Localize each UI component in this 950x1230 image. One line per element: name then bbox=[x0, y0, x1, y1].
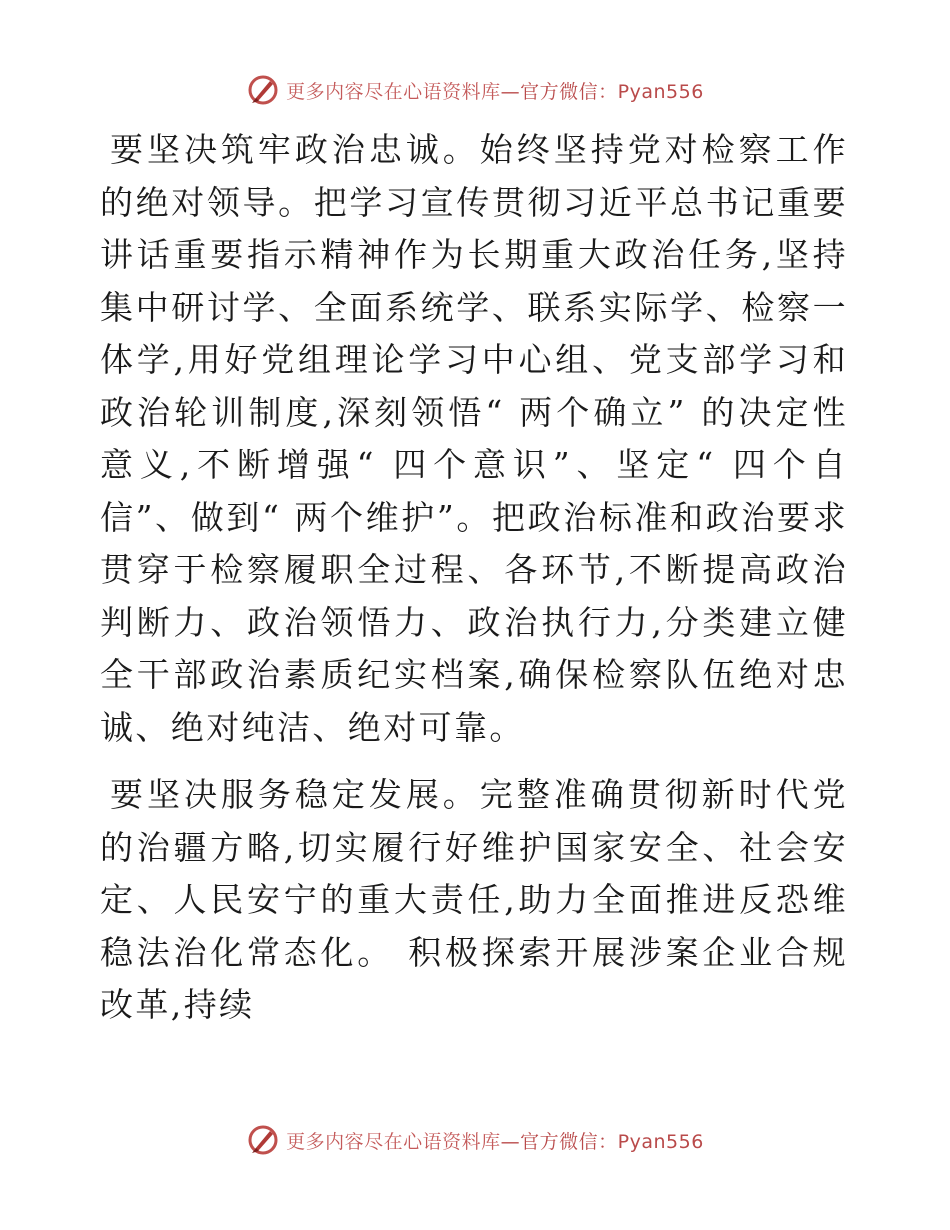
paragraph-political-loyalty: 要坚决筑牢政治忠诚。始终坚持党对检察工作的绝对领导。把学习宣传贯彻习近平总书记重要讲话重要指示精神作为长期重大政治任务,坚持集中研讨学、全面系统学、联系实际学、检察一体学,用好党组理论学习中心组、党支部学习和政治轮训制度,深刻领悟“ 两个确立” 的决定性意义,不断增强“ 四个意识”、坚定“ 四个自信”、做到“ 两个维护”。把政治标准和政治要求贯穿于检察履职全过程、各环节,不断提高政治判断力、政治领悟力、政治执行力,分类建立健全干部政治素质纪实档案,确保检察队伍绝对忠诚、绝对纯洁、绝对可靠。 bbox=[100, 130, 848, 747]
watermark-main: 更多内容尽在心语资料库 bbox=[286, 80, 501, 103]
watermark-sub: —官方微信：Pyan556 bbox=[500, 80, 704, 103]
quill-logo-icon bbox=[246, 1123, 280, 1157]
document-body bbox=[100, 124, 848, 1032]
watermark-sub: —官方微信：Pyan556 bbox=[500, 1130, 704, 1153]
paragraph-stable-development: 要坚决服务稳定发展。完整准确贯彻新时代党的治疆方略,切实履行好维护国家安全、社会安定、人民安宁的重大责任,助力全面推进反恐维稳法治化常态化。 积极探索开展涉案企业合规改革,持续 bbox=[100, 775, 848, 1024]
header-watermark bbox=[0, 70, 950, 110]
quill-logo-icon bbox=[246, 73, 280, 107]
watermark-text bbox=[286, 1127, 704, 1154]
watermark-text bbox=[286, 77, 704, 104]
footer-watermark bbox=[0, 1120, 950, 1160]
watermark-main: 更多内容尽在心语资料库 bbox=[286, 1130, 501, 1153]
